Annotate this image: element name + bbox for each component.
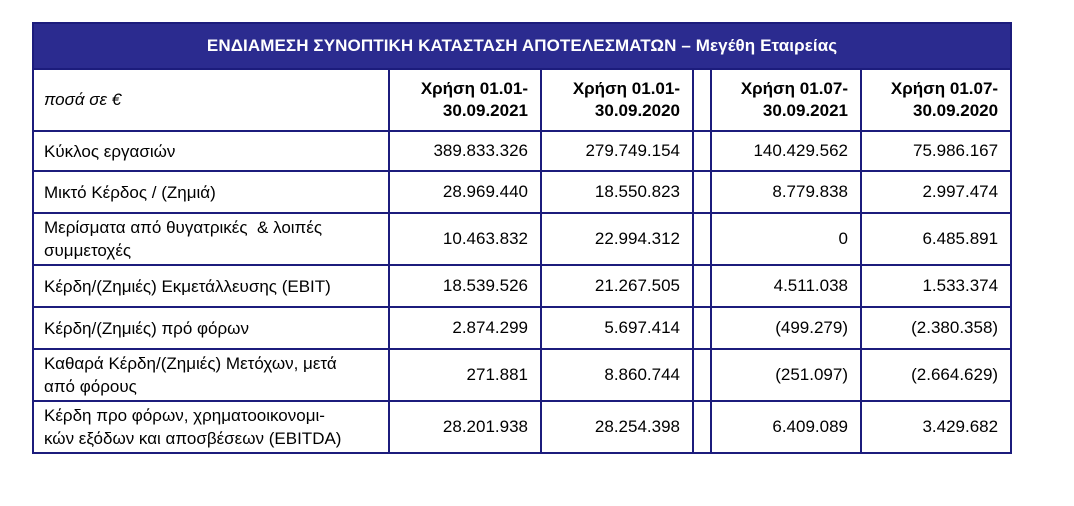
table-title: ΕΝΔΙΑΜΕΣΗ ΣΥΝΟΠΤΙΚΗ ΚΑΤΑΣΤΑΣΗ ΑΠΟΤΕΛΕΣΜΑΤΩΝ – Μεγέθη Εταιρείας (33, 23, 1011, 69)
column-header-line1: Χρήση 01.01- (420, 79, 528, 98)
value-cell: (251.097) (711, 349, 861, 401)
column-spacer (693, 131, 711, 171)
value-cell: 8.860.744 (541, 349, 693, 401)
column-header-line2: 30.09.2020 (594, 101, 680, 120)
row-label (33, 171, 389, 213)
row-label-line: Κέρδη προ φόρων, χρηματοοικονομι- (44, 406, 325, 425)
value-cell: 8.779.838 (711, 171, 861, 213)
value-cell: 28.969.440 (389, 171, 541, 213)
value-cell: 279.749.154 (541, 131, 693, 171)
row-label-line: από φόρους (44, 377, 137, 396)
value-cell: (499.279) (711, 307, 861, 349)
table-row (33, 171, 1011, 213)
column-header-line1: Χρήση 01.07- (890, 79, 999, 98)
value-cell: 2.997.474 (861, 171, 1011, 213)
row-label-line: Κύκλος εργασιών (44, 141, 176, 161)
value-cell: 21.267.505 (541, 265, 693, 307)
column-header-line1: Χρήση 01.01- (572, 79, 680, 98)
column-header-line2: 30.09.2020 (912, 101, 999, 120)
row-label (33, 401, 389, 453)
table-row (33, 401, 1011, 453)
column-spacer (693, 401, 711, 453)
value-cell: 271.881 (389, 349, 541, 401)
results-table-container (32, 22, 1010, 454)
value-cell: 2.874.299 (389, 307, 541, 349)
column-header (861, 69, 1011, 131)
table-row (33, 131, 1011, 171)
value-cell: 6.409.089 (711, 401, 861, 453)
value-cell: 18.539.526 (389, 265, 541, 307)
value-cell: (2.380.358) (861, 307, 1011, 349)
value-cell: 22.994.312 (541, 213, 693, 265)
row-label-line: Κέρδη/(Ζημιές) Εκμετάλλευσης (EBIT) (44, 276, 331, 296)
value-cell: 28.201.938 (389, 401, 541, 453)
column-header (389, 69, 541, 131)
column-spacer (693, 349, 711, 401)
table-row (33, 213, 1011, 265)
column-header-line2: 30.09.2021 (442, 101, 528, 120)
row-label (33, 349, 389, 401)
table-row (33, 307, 1011, 349)
row-label-line: Καθαρά Κέρδη/(Ζημιές) Μετόχων, μετά (44, 354, 337, 373)
row-label-line: κών εξόδων και αποσβέσεων (EBITDA) (44, 429, 342, 448)
results-table (32, 22, 1012, 454)
value-cell: 18.550.823 (541, 171, 693, 213)
row-label (33, 307, 389, 349)
value-cell: 140.429.562 (711, 131, 861, 171)
row-label-line: Μικτό Κέρδος / (Ζημιά) (44, 182, 216, 202)
row-label-line: Μερίσματα από θυγατρικές & λοιπές (44, 218, 323, 237)
column-spacer (693, 213, 711, 265)
column-spacer (693, 265, 711, 307)
column-spacer (693, 171, 711, 213)
row-label-line: Κέρδη/(Ζημιές) πρό φόρων (44, 318, 249, 338)
column-header (711, 69, 861, 131)
column-header-row (33, 69, 1011, 131)
value-cell: 5.697.414 (541, 307, 693, 349)
row-label (33, 131, 389, 171)
value-cell: 6.485.891 (861, 213, 1011, 265)
value-cell: (2.664.629) (861, 349, 1011, 401)
row-label (33, 265, 389, 307)
column-header-line1: Χρήση 01.07- (740, 79, 848, 98)
value-cell: 10.463.832 (389, 213, 541, 265)
value-cell: 0 (711, 213, 861, 265)
column-header-line2: 30.09.2021 (762, 101, 848, 120)
value-cell: 1.533.374 (861, 265, 1011, 307)
amounts-unit-label: ποσά σε € (33, 69, 389, 131)
row-label (33, 213, 389, 265)
column-header (541, 69, 693, 131)
table-row (33, 265, 1011, 307)
value-cell: 3.429.682 (861, 401, 1011, 453)
table-row (33, 349, 1011, 401)
column-spacer (693, 69, 711, 131)
value-cell: 389.833.326 (389, 131, 541, 171)
column-spacer (693, 307, 711, 349)
value-cell: 4.511.038 (711, 265, 861, 307)
table-title-row (33, 23, 1011, 69)
value-cell: 28.254.398 (541, 401, 693, 453)
value-cell: 75.986.167 (861, 131, 1011, 171)
row-label-line: συμμετοχές (44, 241, 132, 260)
